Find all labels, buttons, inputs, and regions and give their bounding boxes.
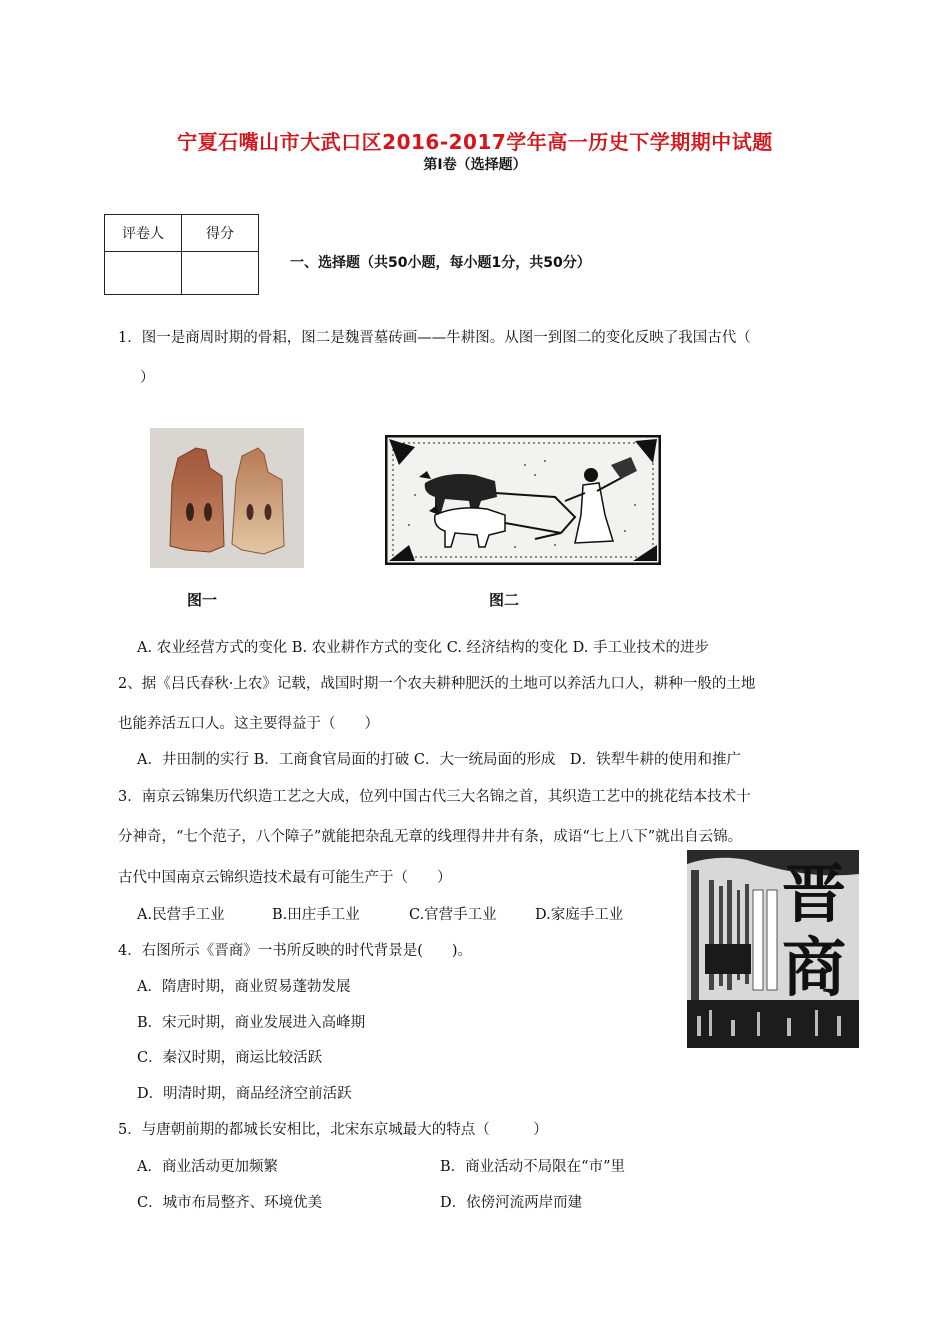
q3-stem-line2: 分神奇，“七个范子，八个障子”就能把杂乱无章的线理得井井有条，成语“七上八下”就出自云锦。	[118, 829, 743, 845]
q4-option-d: D．明清时期，商品经济空前活跃	[137, 1086, 352, 1102]
q5-option-d: D．依傍河流两岸而建	[440, 1195, 583, 1211]
q5-option-b: B．商业活动不局限在“市”里	[440, 1159, 625, 1175]
jinshang-book-cover-image	[687, 850, 859, 1048]
q1-stem-line2: ）	[140, 370, 155, 386]
q4-stem: 4．右图所示《晋商》一书所反映的时代背景是( )。	[118, 943, 473, 959]
page-subtitle: 第Ⅰ卷（选择题）	[423, 157, 527, 173]
q3-stem-line3: 古代中国南京云锦织造技术最有可能生产于（ ）	[118, 870, 452, 886]
figure-1-caption: 图一	[187, 591, 218, 609]
q5-option-a: A．商业活动更加频繁	[137, 1159, 278, 1175]
q4-option-b: B．宋元时期，商业发展进入高峰期	[137, 1015, 366, 1031]
q3-option-a: A.民营手工业	[137, 907, 225, 923]
q3-stem-line1: 3．南京云锦集历代织造工艺之大成，位列中国古代三大名锦之首，其织造工艺中的挑花结本技术十	[118, 789, 751, 805]
q2-options: A．井田制的实行 B．工商食官局面的打破 C．大一统局面的形成 D．铁犁牛耕的使用和推广	[137, 752, 742, 768]
q4-option-a: A．隋唐时期，商业贸易蓬勃发展	[137, 979, 351, 995]
jinshang-book-title: 晋商	[782, 858, 846, 1006]
q5-option-c: C．城市布局整齐、环境优美	[137, 1195, 323, 1211]
score-table-header-score: 得分	[182, 215, 259, 252]
figure-2-ox-plowing-image	[385, 435, 661, 565]
figure-1-bone-spades-image	[150, 428, 304, 568]
score-table	[104, 214, 259, 295]
q3-option-c: C.官营手工业	[409, 907, 497, 923]
q1-options: A. 农业经营方式的变化 B. 农业耕作方式的变化 C. 经济结构的变化 D. 手工业技术的进步	[137, 640, 710, 656]
q3-option-b: B.田庄手工业	[272, 907, 360, 923]
q2-stem-line2: 也能养活五口人。这主要得益于（ ）	[118, 716, 379, 732]
q4-option-c: C．秦汉时期，商运比较活跃	[137, 1050, 323, 1066]
figure-2-caption: 图二	[489, 591, 520, 609]
q3-option-d: D.家庭手工业	[535, 907, 624, 923]
score-table-header-grader: 评卷人	[105, 215, 182, 252]
q5-stem: 5．与唐朝前期的都城长安相比，北宋东京城最大的特点（ ）	[118, 1122, 548, 1138]
section-title: 一、选择题（共50小题，每小题1分，共50分）	[290, 255, 591, 271]
page-title: 宁夏石嘴山市大武口区2016-2017学年高一历史下学期期中试题	[177, 130, 773, 154]
q1-stem-line1: 1．图一是商周时期的骨耜，图二是魏晋墓砖画——牛耕图。从图一到图二的变化反映了我国古代（	[118, 330, 751, 346]
score-table-cell-grader	[105, 252, 182, 295]
q2-stem-line1: 2、据《吕氏春秋·上农》记载，战国时期一个农夫耕种肥沃的土地可以养活九口人，耕种一般的土地	[118, 676, 756, 692]
score-table-cell-score	[182, 252, 259, 295]
